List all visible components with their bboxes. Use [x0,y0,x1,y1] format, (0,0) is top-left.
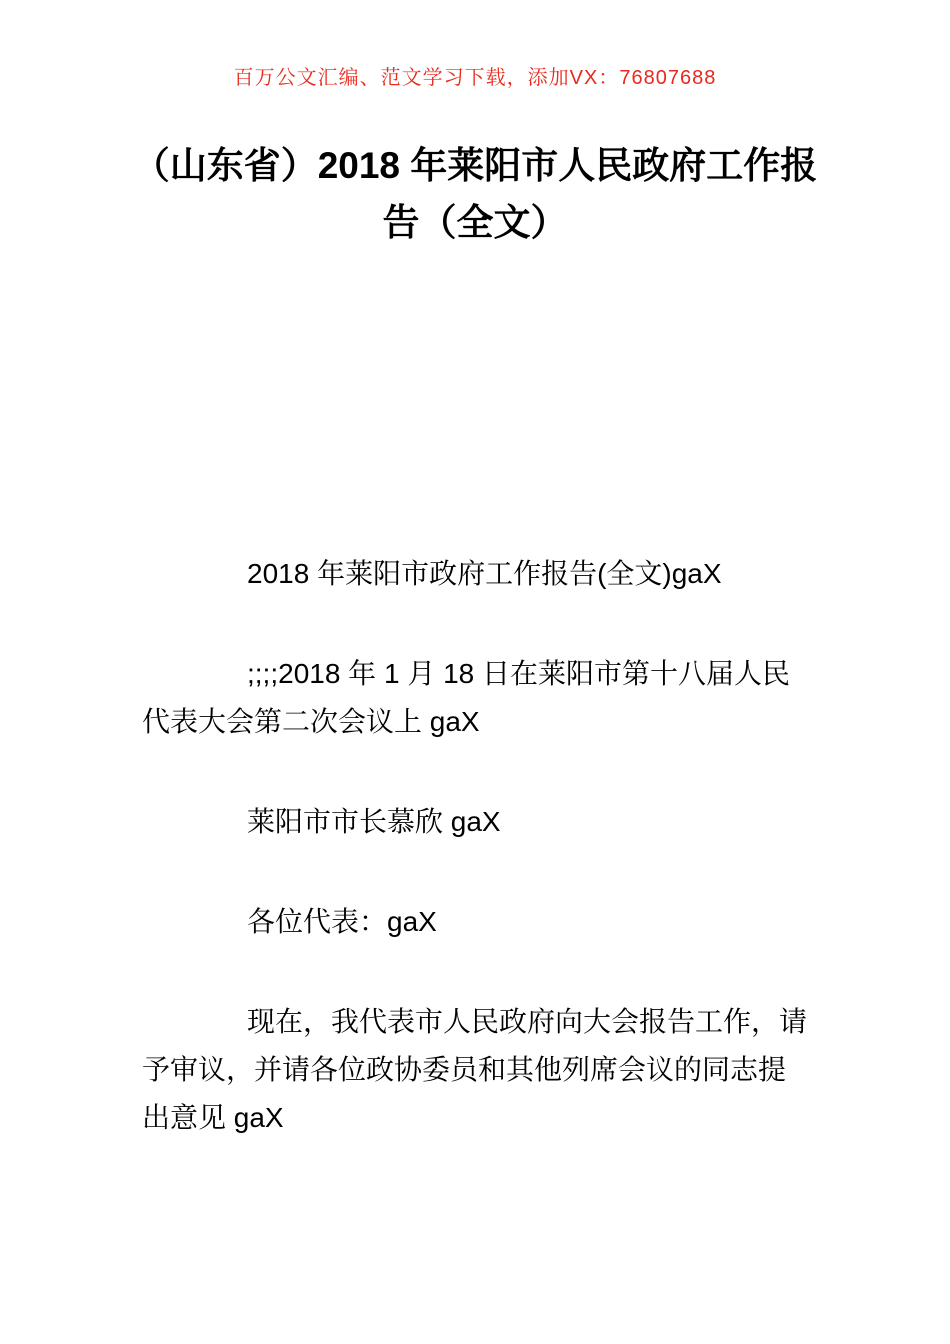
document-body [0,550,950,1142]
promo-header-text: 百万公文汇编、范文学习下载，添加VX：76807688 [233,67,717,89]
author-paragraph: 莱阳市市长慕欣 gaX [247,806,501,837]
intro-paragraph: 现在，我代表市人民政府向大会报告工作，请予审议，并请各位政协委员和其他列席会议的同志提出意见 gaX [142,1006,808,1133]
meeting-info-paragraph: ;;;;2018 年 1 月 18 日在莱阳市第十八届人民代表大会第二次会议上 gaX [142,658,791,737]
document-title-line-2: 告（全文） [382,202,568,243]
document-title-line-1: （山东省）2018 年莱阳市人民政府工作报 [132,145,818,186]
report-title-paragraph: 2018 年莱阳市政府工作报告(全文)gaX [247,558,722,589]
document-title [0,137,950,251]
salutation-paragraph: 各位代表：gaX [247,906,437,937]
